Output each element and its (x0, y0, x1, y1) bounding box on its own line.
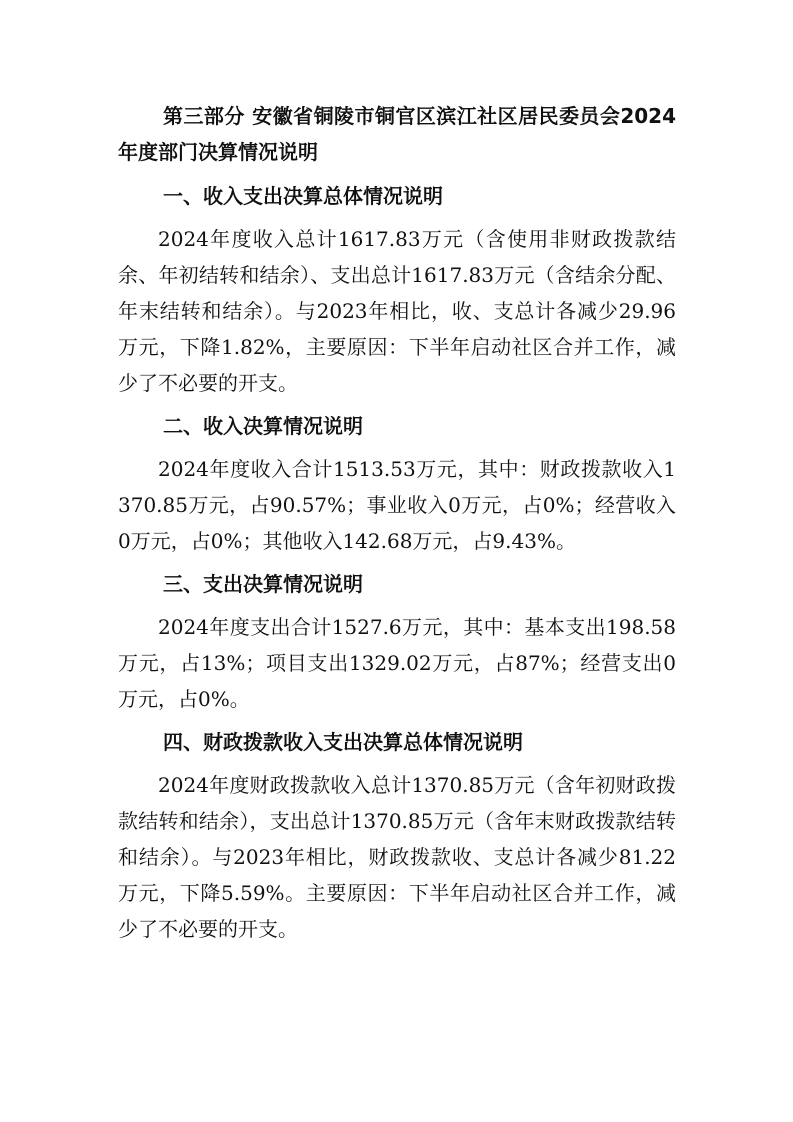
section-expenditure-final-accounts (118, 566, 676, 717)
section-heading: 三、支出决算情况说明 (163, 572, 363, 596)
document-body (118, 98, 676, 954)
section-heading: 四、财政拨款收入支出决算总体情况说明 (163, 730, 523, 754)
section-heading: 二、收入决算情况说明 (163, 414, 363, 438)
section-fiscal-appropriation-overview (118, 724, 676, 947)
section-paragraph: 2024年度支出合计1527.6万元，其中：基本支出198.58万元，占13%；项目支出1329.02万元，占87%；经营支出0万元，占0%。 (118, 615, 676, 711)
section-income-expenditure-overview (118, 178, 676, 401)
section-paragraph: 2024年度收入总计1617.83万元（含使用非财政拨款结余、年初结转和结余）、支出总计1617.83万元（含结余分配、年末结转和结余）。与2023年相比，收、支总计各减少29.96万元，下降1.82%，主要原因：下半年启动社区合并工作，减少了不必要的开支。 (118, 227, 676, 395)
section-paragraph: 2024年度收入合计1513.53万元，其中：财政拨款收入1370.85万元，占90.57%；事业收入0万元，占0%；经营收入0万元，占0%；其他收入142.68万元，占9.43%。 (118, 457, 676, 553)
section-paragraph: 2024年度财政拨款收入总计1370.85万元（含年初财政拨款结转和结余），支出总计1370.85万元（含年末财政拨款结转和结余）。与2023年相比，财政拨款收、支总计各减少81.22万元，下降5.59%。主要原因：下半年启动社区合并工作，减少了不必要的开支。 (118, 773, 676, 941)
document-title: 第三部分 安徽省铜陵市铜官区滨江社区居民委员会2024年度部门决算情况说明 (118, 104, 676, 164)
section-income-final-accounts (118, 408, 676, 559)
section-heading: 一、收入支出决算总体情况说明 (163, 184, 443, 208)
